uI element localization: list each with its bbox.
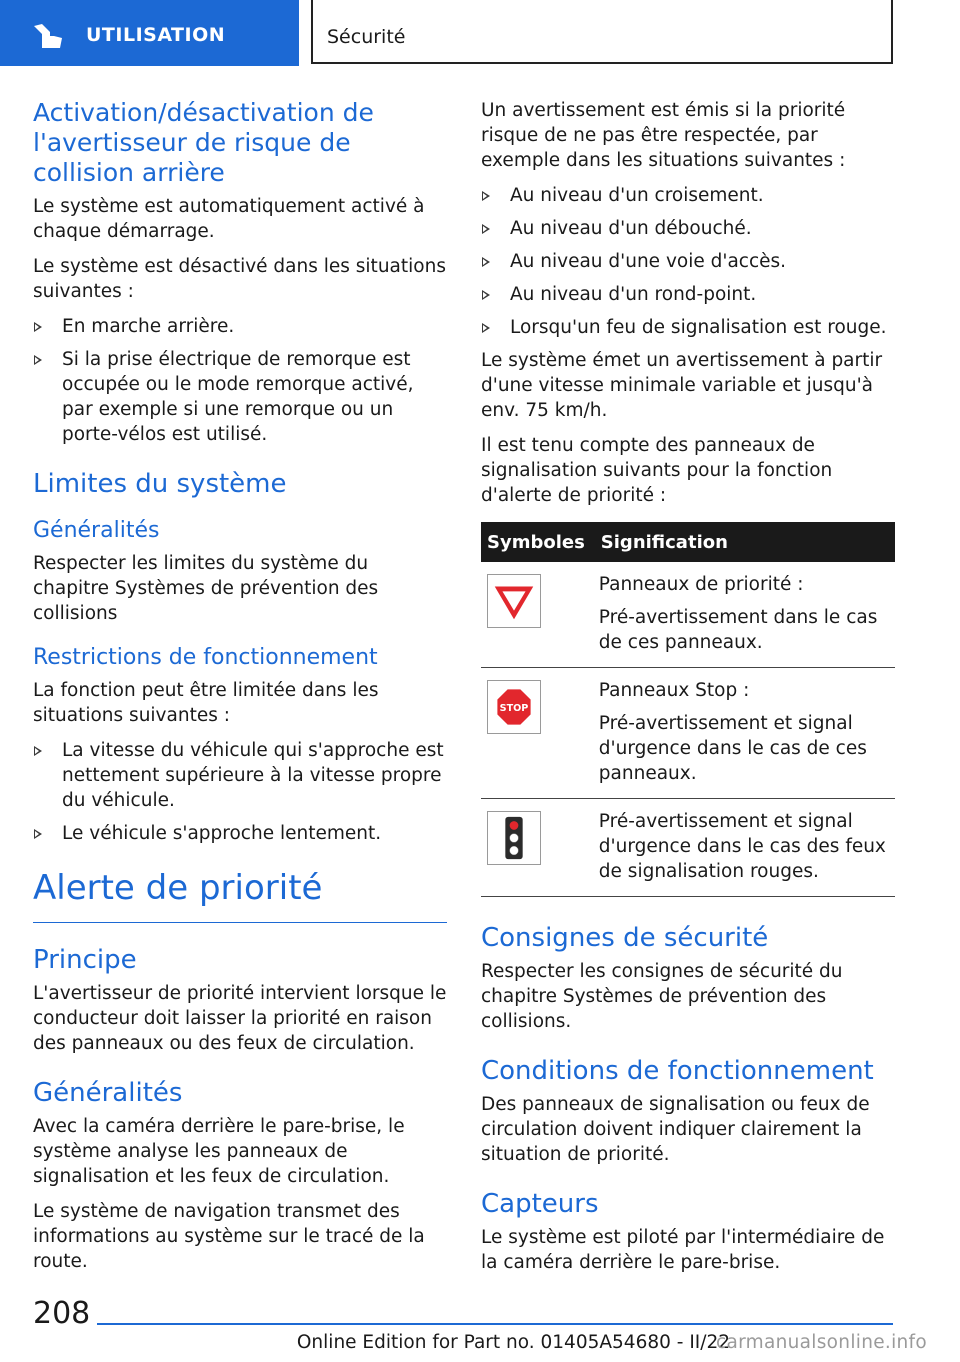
cell-text: Pré-avertissement et signal d'urgence dans le cas des feux de signalisation rouges.	[598, 811, 886, 882]
svg-text:STOP: STOP	[499, 702, 529, 714]
chapter-tab	[311, 0, 893, 64]
heading-priority-alert: Alerte de priorité	[33, 868, 447, 923]
deactivation-list	[33, 314, 447, 447]
paragraph: Il est tenu compte des panneaux de signalisation suivants pour la fonction d'alerte de priorité :	[481, 435, 833, 506]
section-tab	[0, 0, 299, 66]
edition-note: Online Edition for Part no. 01405A54680 - II/22	[296, 1332, 730, 1353]
bullet-triangle-icon	[482, 191, 490, 201]
column-header-meaning: Signification	[593, 522, 895, 562]
bullet-triangle-icon	[34, 829, 42, 839]
list-item: Lorsqu'un feu de signalisation est rouge.	[481, 315, 895, 340]
yield-sign-icon	[487, 574, 541, 628]
list-item: Le véhicule s'approche lentement.	[33, 821, 447, 846]
heading-conditions: Conditions de fonctionnement	[481, 1056, 874, 1086]
heading-principle: Principe	[33, 945, 137, 975]
bullet-triangle-icon	[482, 257, 490, 267]
footer-rule	[97, 1323, 893, 1325]
paragraph: La fonction peut être limitée dans les situations suivantes :	[33, 680, 379, 726]
cell-text: Pré-avertissement et signal d'urgence dans le cas de ces panneaux.	[598, 713, 867, 784]
paragraph: Le système émet un avertissement à partir d'une vitesse minimale variable et jusqu'à env. 75 km/h.	[481, 350, 883, 421]
cell-text: Panneaux de priorité :	[598, 574, 804, 595]
bullet-triangle-icon	[34, 355, 42, 365]
warning-situations-list	[481, 183, 895, 340]
signs-table	[481, 522, 895, 897]
bullet-triangle-icon	[34, 322, 42, 332]
section-label: UTILISATION	[86, 24, 226, 46]
paragraph: Le système est désactivé dans les situations suivantes :	[33, 256, 446, 302]
table-row	[481, 668, 895, 799]
heading-general: Généralités	[33, 1078, 183, 1108]
pointing-hand-icon	[30, 22, 66, 50]
list-item: Au niveau d'une voie d'accès.	[481, 249, 895, 274]
page-number: 208	[33, 1296, 91, 1331]
traffic-light-icon	[487, 811, 541, 865]
paragraph: Le système de navigation transmet des informations au système sur le tracé de la route.	[33, 1201, 425, 1272]
heading-activation: Activation/désactivation de l'avertisseur de risque de collision arrière	[33, 98, 374, 187]
restrictions-list	[33, 738, 447, 846]
right-column	[481, 98, 895, 1285]
paragraph: Respecter les limites du système du chapitre Systèmes de prévention des collisions	[33, 553, 379, 624]
heading-sensors: Capteurs	[481, 1189, 599, 1219]
list-item: Au niveau d'un débouché.	[481, 216, 895, 241]
list-item: Si la prise électrique de remorque est occupée ou le mode remorque activé, par exemple si une remorque ou un porte-vélos est utilisé.	[33, 347, 447, 447]
table-row	[481, 562, 895, 668]
stop-sign-icon	[487, 680, 541, 734]
left-column	[33, 98, 447, 1284]
list-item: La vitesse du véhicule qui s'approche est nettement supérieure à la vitesse propre du véhicule.	[33, 738, 447, 813]
list-item: Au niveau d'un croisement.	[481, 183, 895, 208]
bullet-triangle-icon	[34, 746, 42, 756]
heading-general: Généralités	[33, 518, 160, 543]
cell-text: Pré-avertissement dans le cas de ces panneaux.	[598, 607, 878, 653]
paragraph: Le système est automatiquement activé à chaque démarrage.	[33, 196, 425, 242]
cell-text: Panneaux Stop :	[598, 680, 750, 701]
table-header-row	[481, 522, 895, 562]
heading-limits: Limites du système	[33, 469, 287, 499]
table-row	[481, 799, 895, 897]
paragraph: Le système est piloté par l'intermédiaire de la caméra derrière le pare-brise.	[481, 1227, 885, 1273]
paragraph: Respecter les consignes de sécurité du chapitre Systèmes de prévention des collisions.	[481, 961, 843, 1032]
bullet-triangle-icon	[482, 224, 490, 234]
paragraph: Un avertissement est émis si la priorité risque de ne pas être respectée, par exemple dans les situations suivantes :	[481, 100, 846, 171]
paragraph: Avec la caméra derrière le pare-brise, le système analyse les panneaux de signalisation et les feux de circulation.	[33, 1116, 405, 1187]
chapter-label: Sécurité	[327, 26, 406, 48]
bullet-triangle-icon	[482, 323, 490, 333]
list-item: Au niveau d'un rond-point.	[481, 282, 895, 307]
heading-safety: Consignes de sécurité	[481, 923, 769, 953]
column-header-symbols: Symboles	[481, 522, 593, 562]
list-item: En marche arrière.	[33, 314, 447, 339]
heading-restrictions: Restrictions de fonctionnement	[33, 645, 378, 670]
watermark: carmanualsonline.info	[715, 1332, 927, 1353]
bullet-triangle-icon	[482, 290, 490, 300]
paragraph: L'avertisseur de priorité intervient lorsque le conducteur doit laisser la priorité en raison des panneaux ou des feux de circulation.	[33, 983, 447, 1054]
paragraph: Des panneaux de signalisation ou feux de circulation doivent indiquer clairement la situation de priorité.	[481, 1094, 870, 1165]
